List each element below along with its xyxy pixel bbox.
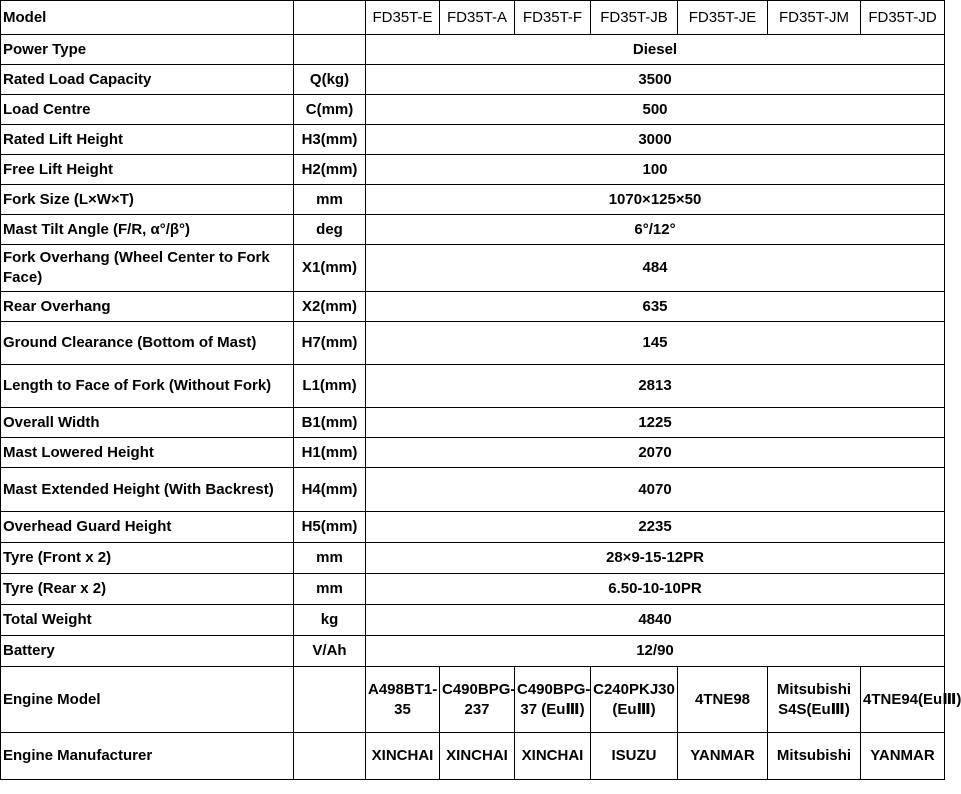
spec-label: Rear Overhang bbox=[1, 292, 294, 322]
spec-unit: H3(mm) bbox=[294, 125, 366, 155]
model-name: FD35T-E bbox=[366, 1, 440, 35]
spec-label: Mast Lowered Height bbox=[1, 438, 294, 468]
engine-model-row bbox=[1, 667, 945, 733]
spec-label: Total Weight bbox=[1, 605, 294, 636]
spec-row bbox=[1, 155, 945, 185]
spec-unit: X1(mm) bbox=[294, 245, 366, 292]
spec-value: 145 bbox=[366, 322, 945, 365]
model-name: FD35T-A bbox=[440, 1, 515, 35]
spec-value: 484 bbox=[366, 245, 945, 292]
spec-value: 2813 bbox=[366, 365, 945, 408]
spec-row bbox=[1, 543, 945, 574]
spec-value: 500 bbox=[366, 95, 945, 125]
spec-row bbox=[1, 215, 945, 245]
spec-label: Fork Size (L×W×T) bbox=[1, 185, 294, 215]
spec-row bbox=[1, 185, 945, 215]
spec-value: 1070×125×50 bbox=[366, 185, 945, 215]
model-name: FD35T-JM bbox=[768, 1, 861, 35]
spec-label: Ground Clearance (Bottom of Mast) bbox=[1, 322, 294, 365]
spec-unit: H1(mm) bbox=[294, 438, 366, 468]
spec-row bbox=[1, 35, 945, 65]
engine-manufacturer-value: XINCHAI bbox=[366, 733, 440, 780]
spec-row bbox=[1, 468, 945, 512]
spec-value: 3000 bbox=[366, 125, 945, 155]
spec-table-body bbox=[1, 1, 961, 780]
spec-value: 4070 bbox=[366, 468, 945, 512]
spec-row bbox=[1, 636, 945, 667]
spec-label: Rated Load Capacity bbox=[1, 65, 294, 95]
engine-manufacturer-value: YANMAR bbox=[861, 733, 945, 780]
spec-value: 6°/12° bbox=[366, 215, 945, 245]
spec-row bbox=[1, 512, 945, 543]
engine-model-value: A498BT1-35 bbox=[366, 667, 440, 733]
spec-row bbox=[1, 125, 945, 155]
spec-unit: mm bbox=[294, 185, 366, 215]
spec-label: Mast Extended Height (With Backrest) bbox=[1, 468, 294, 512]
header-label: Model bbox=[1, 1, 294, 35]
spec-value: 2070 bbox=[366, 438, 945, 468]
spec-value: 28×9-15-12PR bbox=[366, 543, 945, 574]
engine-model-value: C490BPG-37 (EuⅢ) bbox=[515, 667, 591, 733]
engine-model-row-unit bbox=[294, 667, 366, 733]
spec-value: 2235 bbox=[366, 512, 945, 543]
spec-value: 12/90 bbox=[366, 636, 945, 667]
spec-unit: C(mm) bbox=[294, 95, 366, 125]
spec-unit: mm bbox=[294, 574, 366, 605]
spec-value: 100 bbox=[366, 155, 945, 185]
spec-unit: H5(mm) bbox=[294, 512, 366, 543]
spec-unit: mm bbox=[294, 543, 366, 574]
spec-unit: B1(mm) bbox=[294, 408, 366, 438]
header-unit bbox=[294, 1, 366, 35]
spec-label: Power Type bbox=[1, 35, 294, 65]
model-name: FD35T-F bbox=[515, 1, 591, 35]
engine-model-value: Mitsubishi S4S(EuⅢ) bbox=[768, 667, 861, 733]
spec-row bbox=[1, 574, 945, 605]
spec-value: 3500 bbox=[366, 65, 945, 95]
spec-unit: X2(mm) bbox=[294, 292, 366, 322]
header-row bbox=[1, 1, 945, 35]
spec-unit: H2(mm) bbox=[294, 155, 366, 185]
spec-row bbox=[1, 322, 945, 365]
engine-model-value: C490BPG-237 bbox=[440, 667, 515, 733]
engine-manufacturer-row-unit bbox=[294, 733, 366, 780]
spec-row bbox=[1, 408, 945, 438]
engine-model-value: C240PKJ30 (EuⅢ) bbox=[591, 667, 678, 733]
spec-label: Load Centre bbox=[1, 95, 294, 125]
spec-value: 4840 bbox=[366, 605, 945, 636]
engine-manufacturer-value: XINCHAI bbox=[515, 733, 591, 780]
spec-label: Overhead Guard Height bbox=[1, 512, 294, 543]
spec-label: Free Lift Height bbox=[1, 155, 294, 185]
engine-manufacturer-value: ISUZU bbox=[591, 733, 678, 780]
spec-row bbox=[1, 95, 945, 125]
spec-label: Tyre (Front x 2) bbox=[1, 543, 294, 574]
engine-manufacturer-row-label: Engine Manufacturer bbox=[1, 733, 294, 780]
engine-manufacturer-row bbox=[1, 733, 945, 780]
engine-model-row-label: Engine Model bbox=[1, 667, 294, 733]
spec-label: Fork Overhang (Wheel Center to Fork Face) bbox=[1, 245, 294, 292]
spec-unit: deg bbox=[294, 215, 366, 245]
spec-row bbox=[1, 245, 945, 292]
engine-manufacturer-value: YANMAR bbox=[678, 733, 768, 780]
engine-model-value: 4TNE94(EuⅢ) bbox=[861, 667, 945, 733]
spec-row bbox=[1, 605, 945, 636]
spec-row bbox=[1, 438, 945, 468]
spec-unit bbox=[294, 35, 366, 65]
spec-value: 6.50-10-10PR bbox=[366, 574, 945, 605]
spec-unit: H4(mm) bbox=[294, 468, 366, 512]
spec-unit: H7(mm) bbox=[294, 322, 366, 365]
spec-value: 635 bbox=[366, 292, 945, 322]
spec-label: Mast Tilt Angle (F/R, α°/β°) bbox=[1, 215, 294, 245]
spec-unit: L1(mm) bbox=[294, 365, 366, 408]
spec-label: Rated Lift Height bbox=[1, 125, 294, 155]
spec-row bbox=[1, 292, 945, 322]
engine-manufacturer-value: Mitsubishi bbox=[768, 733, 861, 780]
spec-row bbox=[1, 365, 945, 408]
model-name: FD35T-JE bbox=[678, 1, 768, 35]
spec-unit: Q(kg) bbox=[294, 65, 366, 95]
spec-unit: kg bbox=[294, 605, 366, 636]
spec-unit: V/Ah bbox=[294, 636, 366, 667]
engine-model-value: 4TNE98 bbox=[678, 667, 768, 733]
engine-manufacturer-value: XINCHAI bbox=[440, 733, 515, 780]
spec-row bbox=[1, 65, 945, 95]
model-name: FD35T-JD bbox=[861, 1, 945, 35]
spec-value: Diesel bbox=[366, 35, 945, 65]
model-name: FD35T-JB bbox=[591, 1, 678, 35]
spec-label: Length to Face of Fork (Without Fork) bbox=[1, 365, 294, 408]
spec-value: 1225 bbox=[366, 408, 945, 438]
spec-label: Battery bbox=[1, 636, 294, 667]
spec-label: Tyre (Rear x 2) bbox=[1, 574, 294, 605]
spec-label: Overall Width bbox=[1, 408, 294, 438]
